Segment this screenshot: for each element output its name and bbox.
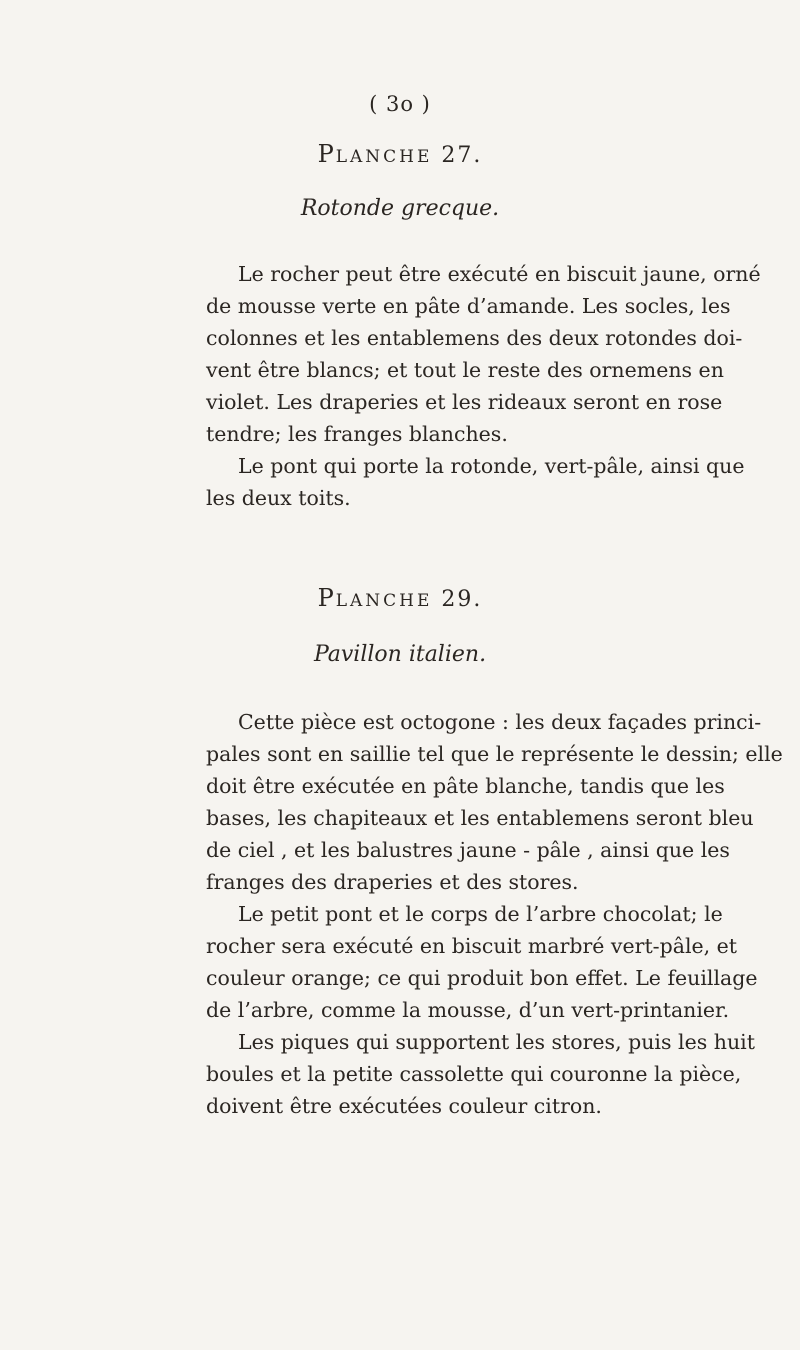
plate-number: 29. <box>441 587 483 612</box>
text-line: doit être exécutée en pâte blanche, tandis que les <box>206 774 725 798</box>
text-line: Le rocher peut être exécuté en biscuit jaune, orné <box>238 262 761 286</box>
paragraph-block <box>206 706 783 1122</box>
plate-title: Rotonde grecque. <box>300 196 500 221</box>
text-line: couleur orange; ce qui produit bon effet. Le feuillage <box>206 966 758 990</box>
plate-number: 27. <box>441 143 483 168</box>
plate-heading-cap: P <box>317 140 336 168</box>
plate-title: Pavillon italien. <box>313 642 487 667</box>
text-line: franges des draperies et des stores. <box>206 870 579 894</box>
text-line: pales sont en saillie tel que le représente le dessin; elle <box>206 742 783 766</box>
text-line: tendre; les franges blanches. <box>206 422 508 446</box>
text-line: Cette pièce est octogone : les deux façades princi- <box>238 710 762 734</box>
text-line: Le pont qui porte la rotonde, vert-pâle, ainsi que <box>238 454 745 478</box>
text-line: violet. Les draperies et les rideaux seront en rose <box>206 390 723 414</box>
plate-heading <box>0 140 800 168</box>
text-line: bases, les chapiteaux et les entablemens seront bleu <box>206 806 754 830</box>
text-line: de ciel , et les balustres jaune - pâle , ainsi que les <box>206 838 730 862</box>
plate-heading <box>0 584 800 612</box>
text-line: de mousse verte en pâte d’amande. Les socles, les <box>206 294 731 318</box>
text-line: rocher sera exécuté en biscuit marbré vert-pâle, et <box>206 934 738 958</box>
plate-heading-cap: P <box>317 584 336 612</box>
text-line: de l’arbre, comme la mousse, d’un vert-printanier. <box>206 998 730 1022</box>
text-line: boules et la petite cassolette qui couronne la pièce, <box>206 1062 742 1086</box>
text-line: vent être blancs; et tout le reste des ornemens en <box>206 358 724 382</box>
text-line: les deux toits. <box>206 486 351 510</box>
text-line: Le petit pont et le corps de l’arbre chocolat; le <box>238 902 723 926</box>
page-number: ( 3o ) <box>369 92 431 116</box>
plate-heading-word: LANCHE <box>335 591 433 611</box>
paragraph-block <box>206 258 761 514</box>
text-line: colonnes et les entablemens des deux rotondes doi- <box>206 326 743 350</box>
text-line: doivent être exécutées couleur citron. <box>206 1094 602 1118</box>
text-line: Les piques qui supportent les stores, puis les huit <box>238 1030 755 1054</box>
plate-heading-word: LANCHE <box>335 147 433 167</box>
